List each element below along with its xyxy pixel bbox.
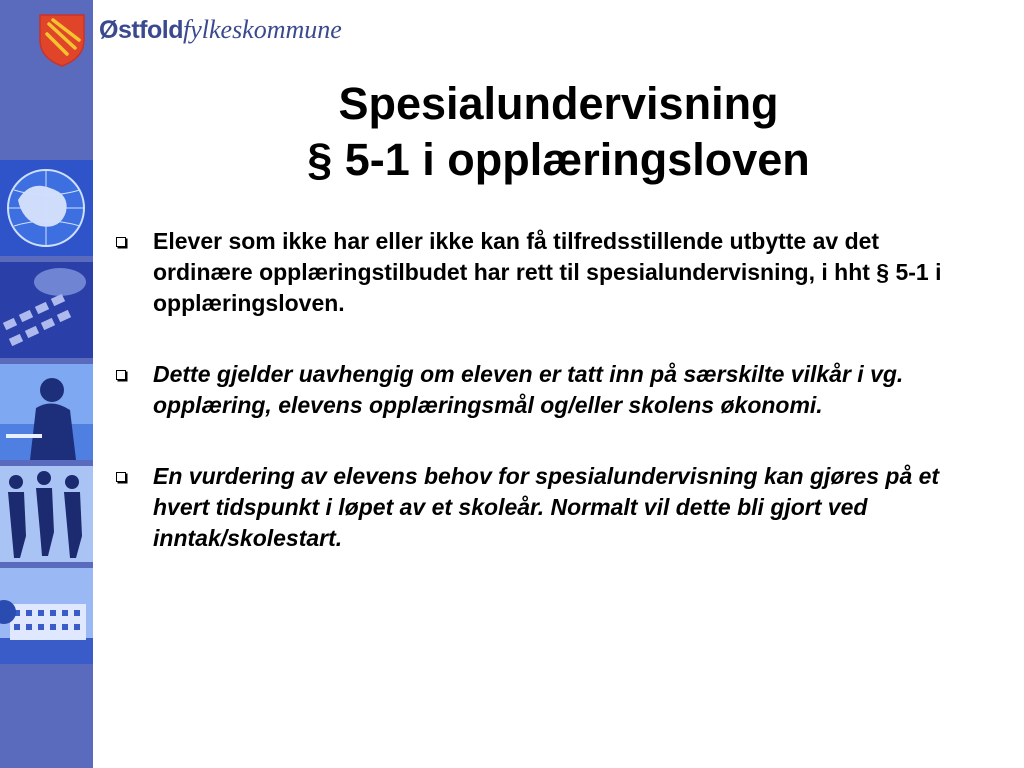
- keyboard-image: [0, 262, 93, 358]
- bullet-square-icon: [116, 370, 126, 380]
- title-line-2: § 5-1 i opplæringsloven: [307, 134, 810, 185]
- bullet-text: En vurdering av elevens behov for spesialundervisning kan gjøres på et hvert tidspunkt i løpet av et skoleår. Normalt vil dette bli gjort ved inntak/skolestart.: [153, 463, 940, 551]
- brand-suffix: fylkeskommune: [183, 15, 342, 44]
- brand-wordmark: [99, 14, 342, 46]
- brand-name: Østfold: [99, 16, 183, 44]
- bullet-item: [112, 461, 942, 554]
- woman-image: [0, 364, 93, 460]
- bullet-list: [112, 226, 942, 594]
- slide-title: [93, 76, 1024, 188]
- bullet-square-icon: [116, 472, 126, 482]
- people-walking-image: [0, 466, 93, 562]
- bullet-square-icon: [116, 237, 126, 247]
- county-shield-logo: [37, 12, 87, 68]
- bullet-item: [112, 226, 942, 319]
- building-image: [0, 568, 93, 664]
- globe-image: [0, 160, 93, 256]
- title-line-1: Spesialundervisning: [338, 78, 779, 129]
- left-sidebar: [0, 0, 93, 768]
- bullet-text: Dette gjelder uavhengig om eleven er tatt inn på særskilte vilkår i vg. opplæring, elevens opplæringsmål og/eller skolens økonomi.: [153, 361, 904, 418]
- bullet-text: Elever som ikke har eller ikke kan få tilfredsstillende utbytte av det ordinære opplæringstilbudet har rett til spesialundervisning, i hht § 5-1 i opplæringsloven.: [153, 228, 942, 316]
- bullet-item: [112, 359, 942, 421]
